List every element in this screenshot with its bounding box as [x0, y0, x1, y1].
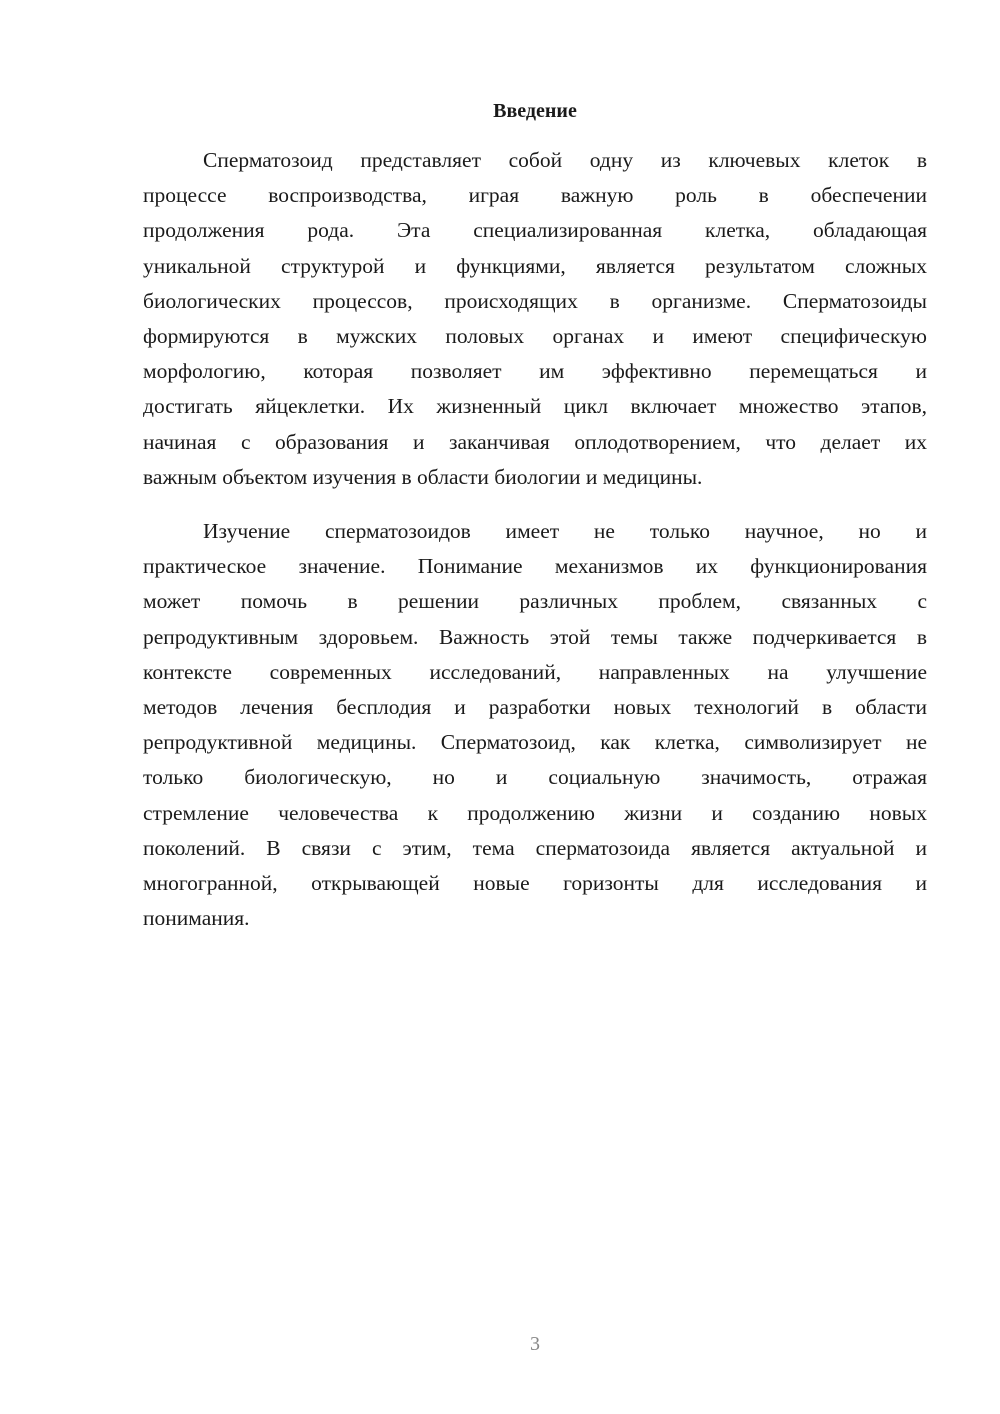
paragraph-line: контексте современных исследований, направленных на улучшение: [143, 659, 927, 684]
paragraph-line: биологических процессов, происходящих в организме. Сперматозоиды: [143, 288, 927, 313]
paragraph-line: Изучение сперматозоидов имеет не только научное, но и: [203, 519, 927, 543]
paragraph-line: процессе воспроизводства, играя важную роль в обеспечении: [143, 183, 927, 208]
paragraph-line: методов лечения бесплодия и разработки новых технологий в области: [143, 694, 927, 719]
paragraph-line: может помочь в решении различных проблем, связанных с: [143, 589, 927, 614]
paragraph-line: морфологию, которая позволяет им эффективно перемещаться и: [143, 359, 927, 384]
paragraph-line: понимания.: [143, 906, 250, 931]
paragraph-line: стремление человечества к продолжению жизни и созданию новых: [143, 800, 927, 825]
paragraph-line: практическое значение. Понимание механизмов их функционирования: [143, 554, 927, 579]
paragraph-line: многогранной, открывающей новые горизонты для исследования и: [143, 870, 927, 895]
paragraph-line: Сперматозоид представляет собой одну из ключевых клеток в: [203, 148, 927, 172]
page-number: 3: [530, 1333, 540, 1355]
paragraph-line: уникальной структурой и функциями, является результатом сложных: [143, 253, 927, 278]
paragraph-line: начиная с образования и заканчивая оплодотворением, что делает их: [143, 429, 927, 454]
section-heading: Введение: [493, 100, 577, 122]
paragraph-line: поколений. В связи с этим, тема сперматозоида является актуальной и: [143, 835, 927, 860]
paragraph-line: репродуктивным здоровьем. Важность этой темы также подчеркивается в: [143, 624, 927, 649]
paragraph-line: продолжения рода. Эта специализированная клетка, обладающая: [143, 218, 927, 243]
paragraph-line: только биологическую, но и социальную значимость, отражая: [143, 765, 927, 790]
paragraph-line: достигать яйцеклетки. Их жизненный цикл включает множество этапов,: [143, 394, 927, 419]
paragraph-line: репродуктивной медицины. Сперматозоид, как клетка, символизирует не: [143, 730, 927, 755]
paragraph-line: важным объектом изучения в области биологии и медицины.: [143, 464, 703, 489]
paragraph-1: [143, 143, 927, 495]
paragraph-line: формируются в мужских половых органах и имеют специфическую: [143, 323, 927, 348]
paragraph-2: [143, 514, 927, 936]
